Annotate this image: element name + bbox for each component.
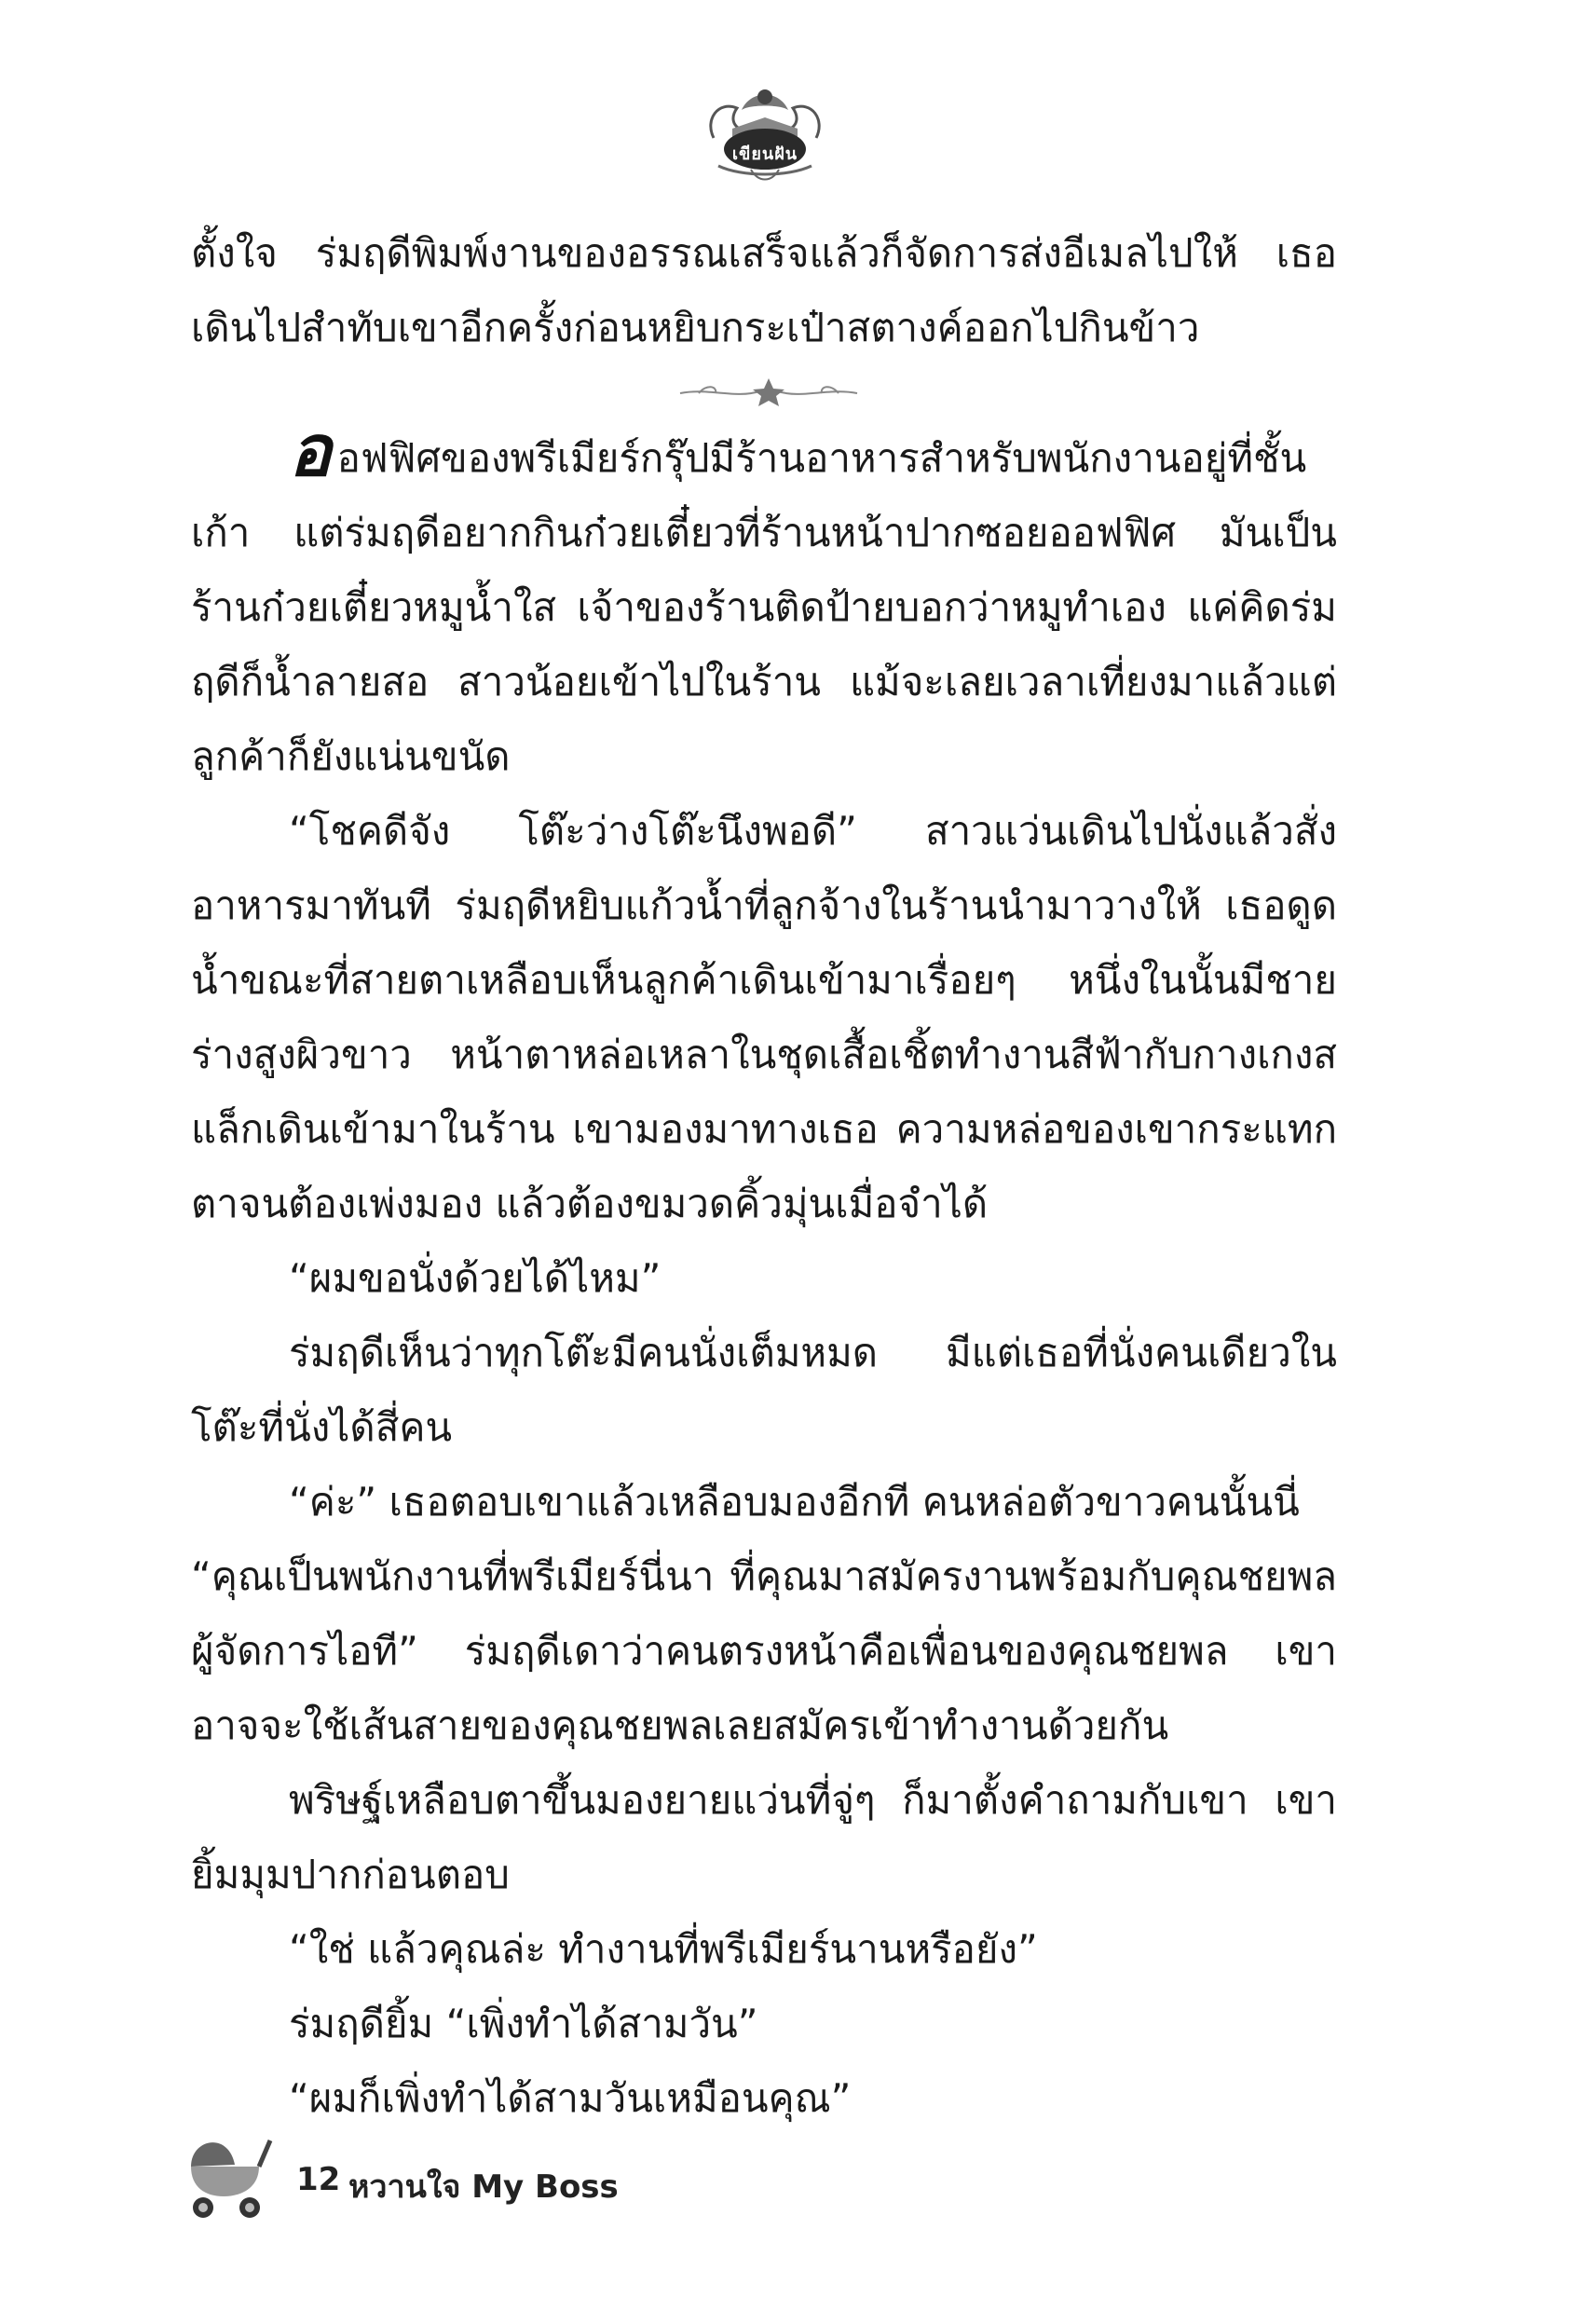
paragraph: “โชคดีจัง โต๊ะว่างโต๊ะนึงพอดี” สาวแว่นเดินไปนั่งแล้วสั่งอาหารมาทันที ร่มฤดีหยิบแก้วน้ำที่ลูกจ้างในร้านนำมาวางให้ เธอดูดน้ำขณะที่สายตาเหลือบเห็นลูกค้าเดินเข้ามาเรื่อยๆ หนึ่งในนั้นมีชายร่างสูงผิวขาว หน้าตาหล่อเหลาในชุดเสื้อเชิ้ตทำงานสีฟ้ากับกางเกงสแล็กเดินเข้ามาในร้าน เขามองมาทางเธอ ความหล่อของเขากระแทกตาจนต้องเพ่งมอง แล้วต้องขมวดคิ้วมุ่นเมื่อจำได้ — [191, 808, 1337, 1226]
paragraph-text: อฟฟิศของพรีเมียร์กรุ๊ปมีร้านอาหารสำหรับพนักงานอยู่ที่ชั้นเก้า แต่ร่มฤดีอยากกินก๋วยเตี๋ยวที่ร้านหน้าปากซอยออฟฟิศ มันเป็นร้านก๋วยเตี๋ยวหมูน้ำใส เจ้าของร้านติดป้ายบอกว่าหมูทำเอง แค่คิดร่มฤดีก็น้ำลายสอ สาวน้อยเข้าไปในร้าน แม้จะเลยเวลาเที่ยงมาแล้วแต่ลูกค้าก็ยังแน่นขนัด — [191, 435, 1337, 779]
page-number: 12 — [296, 2161, 341, 2198]
paragraph: ตั้งใจ ร่มฤดีพิมพ์งานของอรรณเสร็จแล้วก็จัดการส่งอีเมลไปให้ เธอเดินไปสำทับเขาอีกครั้งก่อนหยิบกระเป๋าสตางค์ออกไปกินข้าว — [191, 230, 1337, 350]
text-block-main — [191, 409, 1337, 2136]
paragraph: “ผมขอนั่งด้วยได้ไหม” — [289, 1255, 662, 1301]
emblem-label: เขียนฝัน — [731, 144, 798, 164]
text-block-top — [191, 216, 1337, 365]
ornate-book-emblem-icon — [695, 73, 835, 185]
paragraph: พริษฐ์เหลือบตาขึ้นมองยายแว่นที่จู่ๆ ก็มาตั้งคำถามกับเขา เขายิ้มมุมปากก่อนตอบ — [191, 1777, 1337, 1897]
book-title: หวานใจ My Boss — [348, 2168, 619, 2206]
header-emblem — [695, 73, 835, 185]
paragraph-first — [191, 409, 1337, 794]
paragraph: “ผมก็เพิ่งทำได้สามวันเหมือนคุณ” — [289, 2075, 852, 2121]
stroller-icon — [177, 2120, 280, 2222]
floral-ornament-icon — [671, 371, 866, 412]
paragraph: ร่มฤดียิ้ม “เพิ่งทำได้สามวัน” — [289, 2001, 758, 2046]
paragraph: “ใช่ แล้วคุณล่ะ ทำงานที่พรีเมียร์นานหรือยัง” — [289, 1926, 1038, 1972]
paragraph: “ค่ะ” เธอตอบเขาแล้วเหลือบมองอีกที คนหล่อตัวขาวคนนั้นนี่ — [289, 1479, 1300, 1525]
paragraph: “คุณเป็นพนักงานที่พรีเมียร์นี่นา ที่คุณมาสมัครงานพร้อมกับคุณชยพลผู้จัดการไอที” ร่มฤดีเดาว่าคนตรงหน้าคือเพื่อนของคุณชยพล เขาอาจจะใช้เส้นสายของคุณชยพลเลยสมัครเข้าทำงานด้วยกัน — [191, 1553, 1337, 1748]
paragraph: ร่มฤดีเห็นว่าทุกโต๊ะมีคนนั่งเต็มหมด มีแต่เธอที่นั่งคนเดียวในโต๊ะที่นั่งได้สี่คน — [191, 1330, 1337, 1450]
drop-cap: อ — [289, 409, 332, 492]
page-footer — [177, 2120, 1016, 2222]
